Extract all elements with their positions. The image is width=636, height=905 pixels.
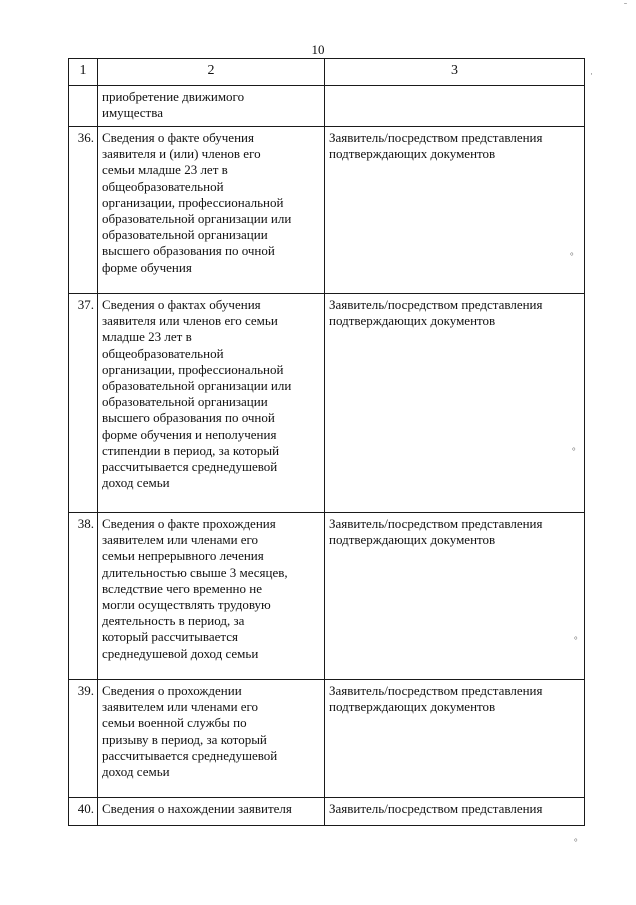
scan-speck: ° [574, 635, 578, 645]
table-row [69, 86, 585, 127]
row-description: Сведения о нахождении заявителя [98, 798, 325, 826]
scan-speck: ˉ [624, 1, 627, 11]
table-row [69, 798, 585, 826]
scan-speck: ° [572, 446, 576, 456]
row-number: 37. [69, 294, 98, 513]
row-number: 36. [69, 127, 98, 294]
table-row [69, 294, 585, 513]
row-number: 39. [69, 680, 98, 798]
row-source: Заявитель/посредством представления подтверждающих документов [325, 294, 585, 513]
row-number: 38. [69, 513, 98, 680]
column-header-2: 2 [98, 59, 325, 86]
scan-speck: · [590, 69, 593, 79]
column-header-3: 3 [325, 59, 585, 86]
documents-table [68, 58, 585, 826]
scan-speck: ° [574, 837, 578, 847]
page-number: 10 [311, 42, 325, 57]
row-source [325, 86, 585, 127]
row-description: Сведения о фактах обучения заявителя или членов его семьи младше 23 лет в общеобразовательной организации, профессиональной образовательной организации или образовательной организации высшего образования по очной форме обучения и неполучения стипендии в период, за который рассчитывается среднедушевой доход семьи [98, 294, 325, 513]
table-row [69, 680, 585, 798]
row-source: Заявитель/посредством представления подтверждающих документов [325, 680, 585, 798]
row-description: Сведения о факте прохождения заявителем или членами его семьи непрерывного лечения длительностью свыше 3 месяцев, вследствие чего временно не могли осуществлять трудовую деятельность в период, за который рассчитывается среднедушевой доход семьи [98, 513, 325, 680]
row-description: Сведения о прохождении заявителем или членами его семьи военной службы по призыву в период, за который рассчитывается среднедушевой доход семьи [98, 680, 325, 798]
row-source: Заявитель/посредством представления [325, 798, 585, 826]
table-row [69, 513, 585, 680]
row-source: Заявитель/посредством представления подтверждающих документов [325, 127, 585, 294]
row-description: Сведения о факте обучения заявителя и (или) членов его семьи младше 23 лет в общеобразовательной организации, профессиональной образовательной организации или образовательной организации высшего образования по очной форме обучения [98, 127, 325, 294]
row-description: приобретение движимого имущества [98, 86, 325, 127]
column-header-1: 1 [69, 59, 98, 86]
row-number: 40. [69, 798, 98, 826]
table-row [69, 127, 585, 294]
scan-speck: ° [570, 251, 574, 261]
row-number [69, 86, 98, 127]
row-source: Заявитель/посредством представления подтверждающих документов [325, 513, 585, 680]
table-header-row [69, 59, 585, 86]
